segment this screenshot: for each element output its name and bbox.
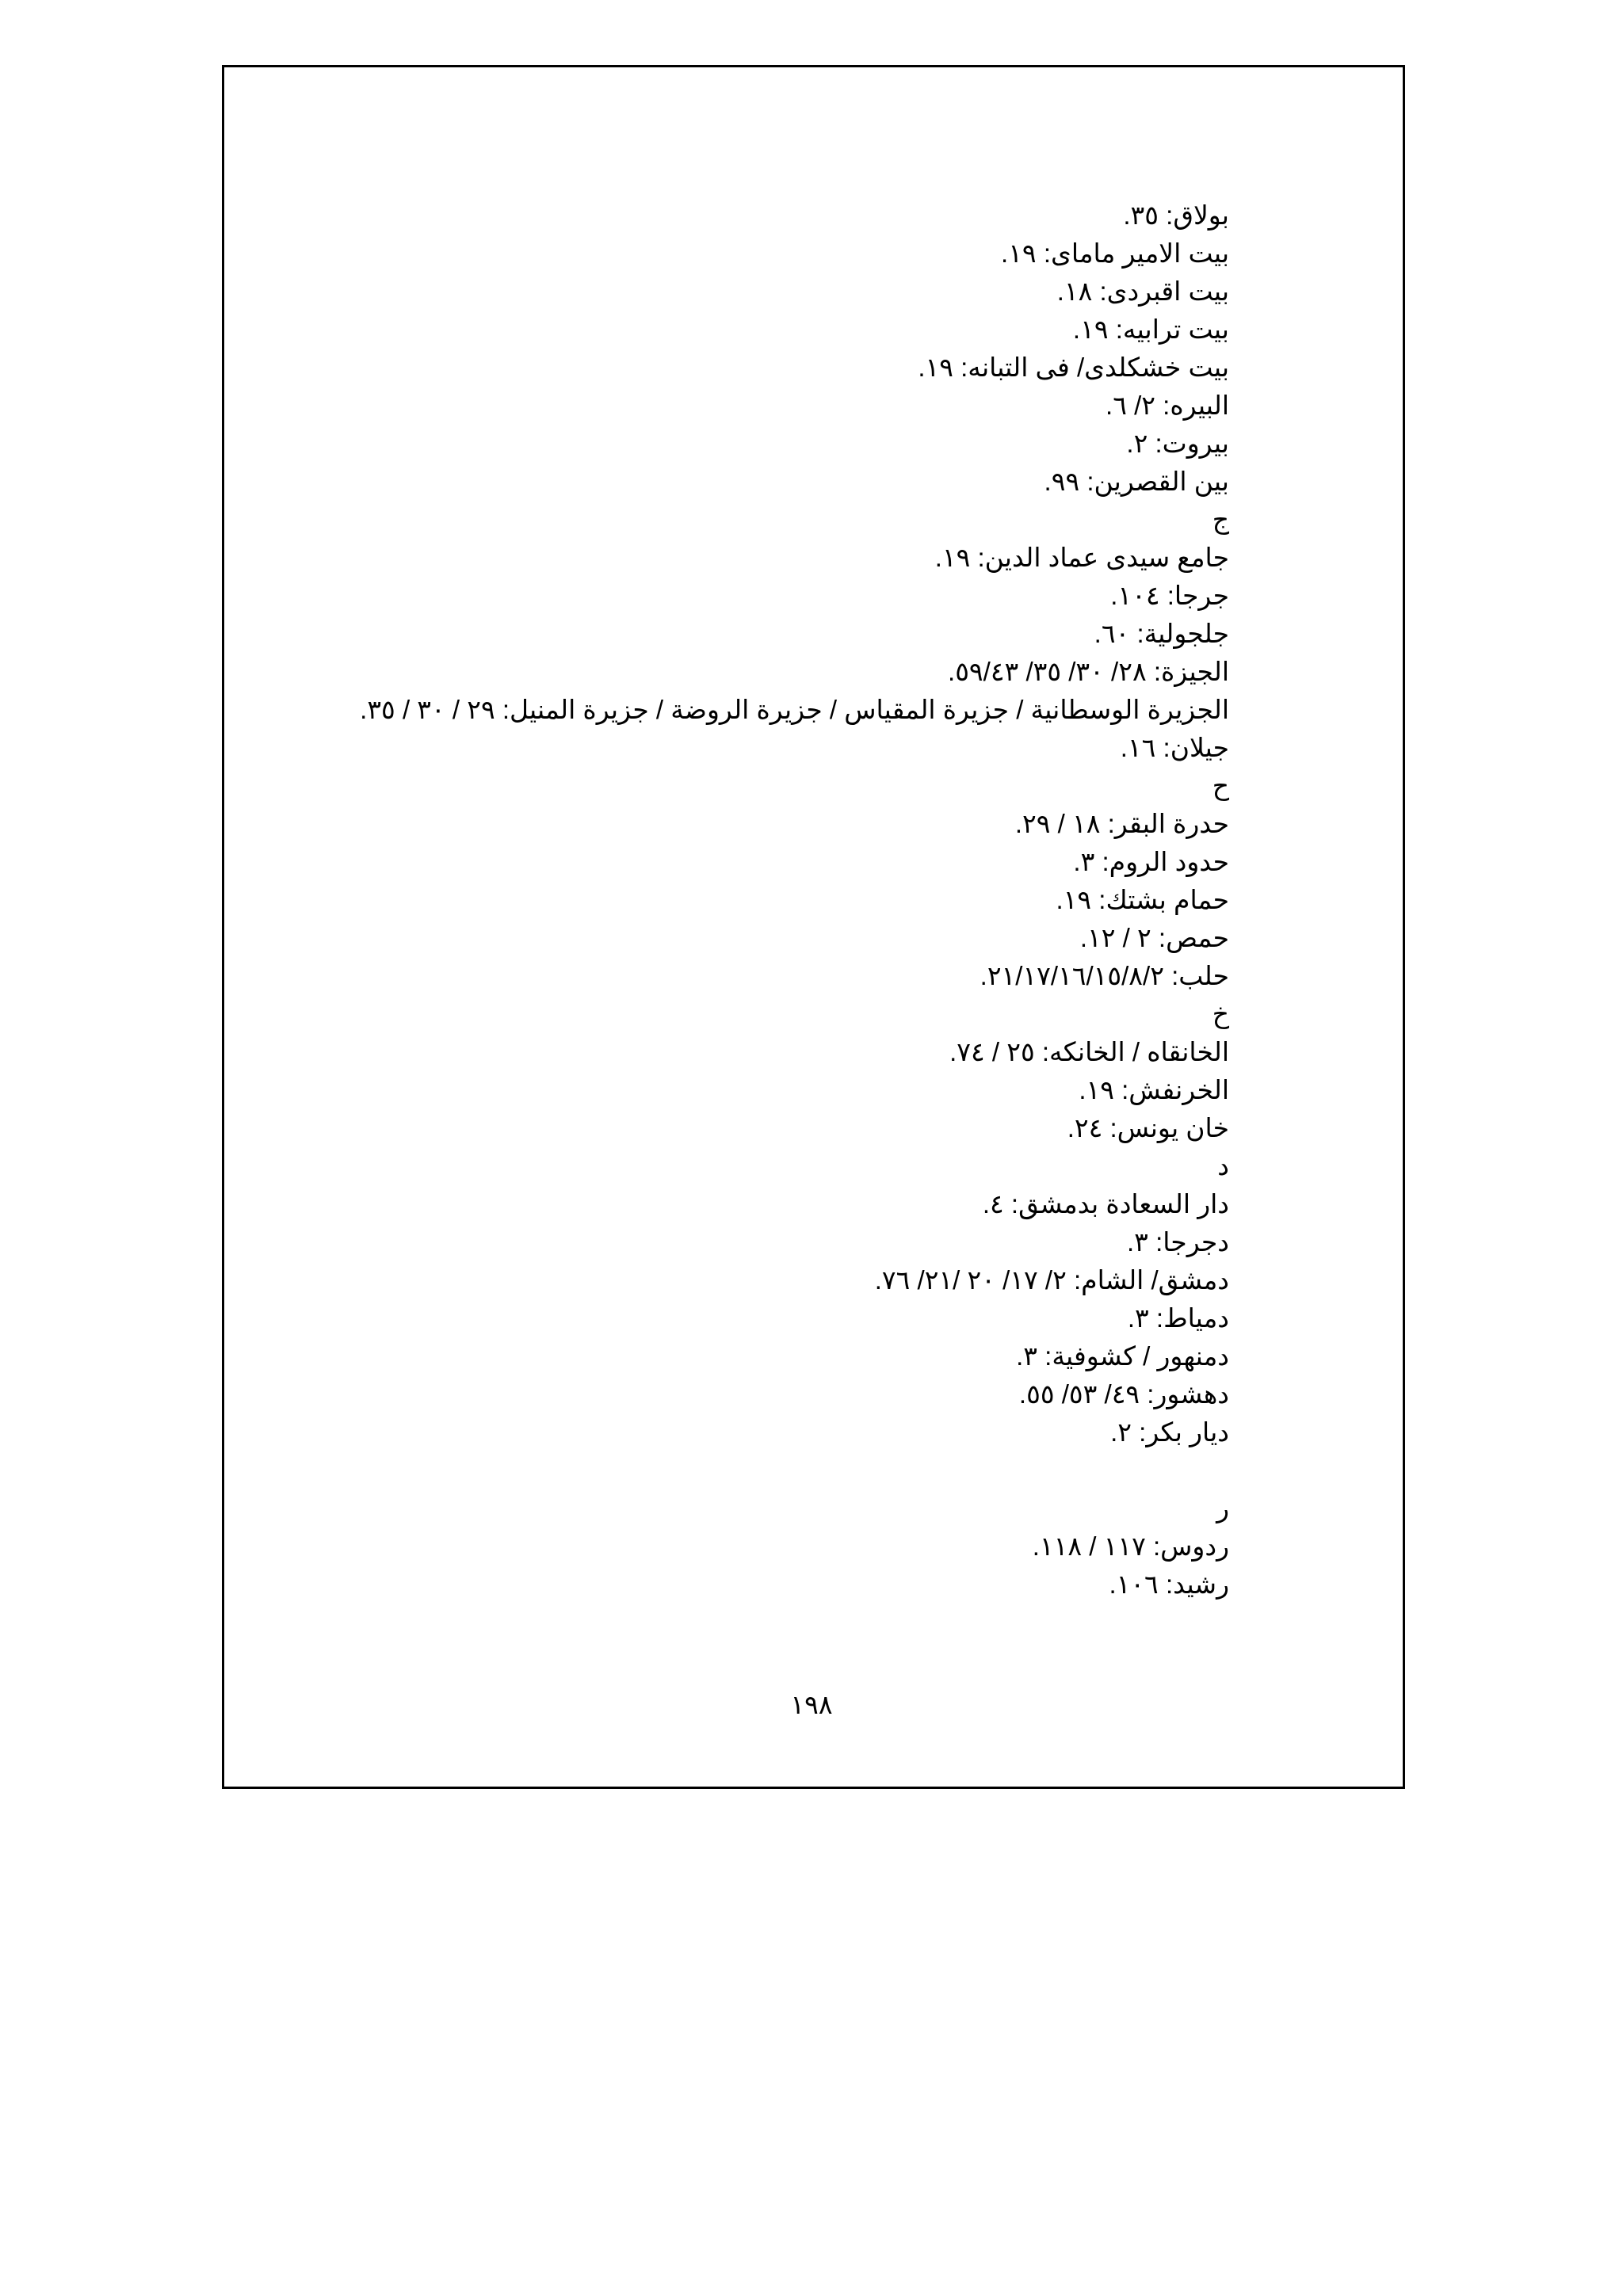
index-entry: بولاق: ٣٥. [1123, 200, 1229, 230]
index-entry: بين القصرين: ٩٩. [1044, 467, 1229, 496]
index-entry: بيت ترابيه: ١٩. [1072, 315, 1229, 344]
index-entry: دجرجا: ٣. [1127, 1227, 1229, 1257]
index-entry: بيت اقبردى: ١٨. [1056, 277, 1229, 306]
index-entry: ردوس: ١١٧ / ١١٨. [1032, 1531, 1229, 1561]
index-entry: خان يونس: ٢٤. [1067, 1113, 1229, 1142]
index-entry: الجزيرة الوسطانية / جزيرة المقياس / جزيرة الروضة / جزيرة المنيل: ٢٩ / ٣٠ / ٣٥. [360, 695, 1229, 724]
index-entry: دمشق/ الشام: ٢/ ١٧/ ٢٠ /٢١/ ٧٦. [874, 1265, 1229, 1295]
blank-line [357, 1451, 1229, 1489]
place-index-list [357, 196, 1229, 1604]
index-entry: بيت خشكلدى/ فى التبانه: ١٩. [918, 353, 1229, 382]
page-number: ١٩٨ [790, 1690, 833, 1719]
index-entry: جلجولية: ٦٠. [1094, 619, 1229, 648]
index-entry: الخانقاه / الخانكه: ٢٥ / ٧٤. [949, 1037, 1229, 1066]
section-letter: ر [1216, 1493, 1229, 1523]
index-entry: ديار بكر: ٢. [1110, 1417, 1229, 1447]
index-entry: جرجا: ١٠٤. [1110, 581, 1229, 610]
section-letter: ج [1212, 505, 1229, 534]
section-letter: خ [1212, 999, 1229, 1028]
index-entry: حمص: ٢ / ١٢. [1079, 923, 1229, 952]
index-entry: جيلان: ١٦. [1120, 733, 1229, 762]
section-letter: ح [1212, 771, 1229, 800]
index-entry: دمياط: ٣. [1127, 1303, 1229, 1333]
index-entry: حلب: ٢١/١٧/١٦/١٥/٨/٢. [980, 961, 1229, 990]
index-entry: رشيد: ١٠٦. [1109, 1569, 1229, 1599]
index-entry: دمنهور / كشوفية: ٣. [1016, 1341, 1229, 1371]
index-entry: بيت الامير ماماى: ١٩. [1001, 238, 1229, 268]
index-entry: الجيزة: ٢٨/ ٣٠/ ٣٥/ ٥٩/٤٣. [948, 657, 1229, 686]
index-entry: حدود الروم: ٣. [1073, 847, 1229, 876]
index-entry: الخرنفش: ١٩. [1079, 1075, 1229, 1104]
index-entry: دهشور: ٤٩/ ٥٣/ ٥٥. [1018, 1379, 1229, 1409]
index-entry: دار السعادة بدمشق: ٤. [982, 1189, 1229, 1219]
index-entry: حمام بشتك: ١٩. [1056, 885, 1229, 914]
index-entry: حدرة البقر: ١٨ / ٢٩. [1014, 809, 1229, 838]
index-entry: جامع سيدى عماد الدين: ١٩. [934, 543, 1229, 572]
index-entry: البيره: ٢/ ٦. [1106, 391, 1229, 420]
index-entry: بيروت: ٢. [1126, 429, 1229, 458]
section-letter: د [1217, 1151, 1229, 1180]
